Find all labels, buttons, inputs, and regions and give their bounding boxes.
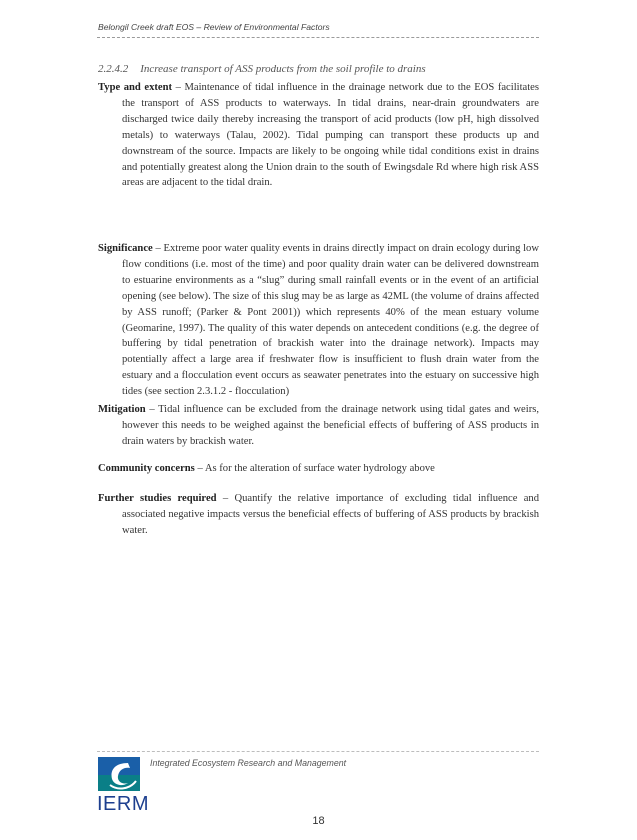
logo-wordmark: IERM	[97, 793, 149, 815]
section-number: 2.2.4.2	[98, 63, 129, 75]
footer-divider	[97, 751, 539, 752]
running-header: Belongil Creek draft EOS – Review of Environmental Factors	[98, 22, 330, 32]
term-mitigation: Mitigation	[98, 404, 146, 415]
paragraph-further-studies: Further studies required – Quantify the relative importance of excluding tidal influence and associated negative impacts versus the beneficial effects of buffering of ASS products by brackish water.	[98, 493, 539, 536]
paragraph-community-concerns: Community concerns – As for the alteration of surface water hydrology above	[98, 463, 435, 474]
term-type-and-extent: Type and extent	[98, 82, 173, 93]
text-significance: Extreme poor water quality events in drains directly impact on drain ecology during low flow conditions (i.e. most of the time) and poor quality drain water can be delivered downstream to estuarine environments as a “slug” during small rainfall events or in the event of an artificial opening (see below). The size of this slug may be as large as 42ML (the volume of drains affected by ASS runoff; (Parker & Pont 2001)) which represents 40% of the mean estuary volume (Geomarine, 1997). The quality of this water depends on antecedent conditions (e.g. the degree of buffering by tidal penetration of brackish water into the drainage network). Impacts may potentially affect a large area if freshwater flow is insufficient to flush drain water from the estuary and a flocculation event occurs as seawater penetrates into the estuary on successive high tides (see section 2.3.1.2 - flocculation)	[122, 243, 539, 398]
header-divider	[97, 37, 539, 38]
paragraph-significance: Significance – Extreme poor water quality events in drains directly impact on drain ecology during low flow conditions (i.e. most of the time) and poor quality drain water can be delivered downstream to estuarine environments as a “slug” during small rainfall events or in the event of an artificial opening (see below). The size of this slug may be as large as 42ML (the volume of drains affected by ASS runoff; (Parker & Pont 2001)) which represents 40% of the mean estuary volume (Geomarine, 1997). The quality of this water depends on antecedent conditions (e.g. the degree of buffering by tidal penetration of brackish water into the drainage network). Impacts may potentially affect a large area if freshwater flow is insufficient to flush drain water from the estuary and a flocculation event occurs as seawater penetrates into the estuary on successive high tides (see section 2.3.1.2 - flocculation)	[98, 243, 539, 398]
text-mitigation: Tidal influence can be excluded from the drainage network using tidal gates and weirs, however this needs to be weighed against the beneficial effects of buffering of ASS products in drain waters by brackish water.	[122, 404, 539, 447]
text-further-studies: Quantify the relative importance of excluding tidal influence and associated negative impacts versus the beneficial effects of buffering of ASS products by brackish water.	[122, 493, 539, 536]
footer-organisation: Integrated Ecosystem Research and Management	[150, 758, 347, 768]
page-number: 18	[312, 815, 325, 827]
paragraph-type-and-extent: Type and extent – Maintenance of tidal influence in the drainage network due to the EOS facilitates the transport of ASS products to waterways. In tidal drains, near-drain groundwaters are discharged twice daily thereby increasing the transport of acid products (low pH, high dissolved metals) to waterways (Talau, 2002). Tidal pumping can transport these products up and downstream of the source. Impacts are likely to be ongoing while tidal conditions exist in drains and potentially greatest along the Union drain to the south of Ewingsdale Rd where high risk ASS areas are adjacent to the tidal drain.	[98, 82, 539, 189]
paragraph-mitigation: Mitigation – Tidal influence can be excluded from the drainage network using tidal gates and weirs, however this needs to be weighed against the beneficial effects of buffering of ASS products in drain waters by brackish water.	[98, 404, 539, 447]
term-community-concerns: Community concerns	[98, 463, 195, 474]
section-title: Increase transport of ASS products from the soil profile to drains	[140, 63, 426, 75]
section-heading	[98, 63, 538, 75]
text-community-concerns: As for the alteration of surface water hydrology above	[204, 463, 435, 474]
term-significance: Significance	[98, 243, 153, 254]
term-further-studies: Further studies required	[98, 493, 217, 504]
text-type-and-extent: Maintenance of tidal influence in the drainage network due to the EOS facilitates the transport of ASS products to waterways. In tidal drains, near-drain groundwaters are discharged twice daily thereby increasing the transport of acid products (low pH, high dissolved metals) to waterways (Talau, 2002). Tidal pumping can transport these products up and downstream of the source. Impacts are likely to be ongoing while tidal conditions exist in drains and potentially greatest along the Union drain to the south of Ewingsdale Rd where high risk ASS areas are adjacent to the tidal drain.	[122, 82, 539, 189]
